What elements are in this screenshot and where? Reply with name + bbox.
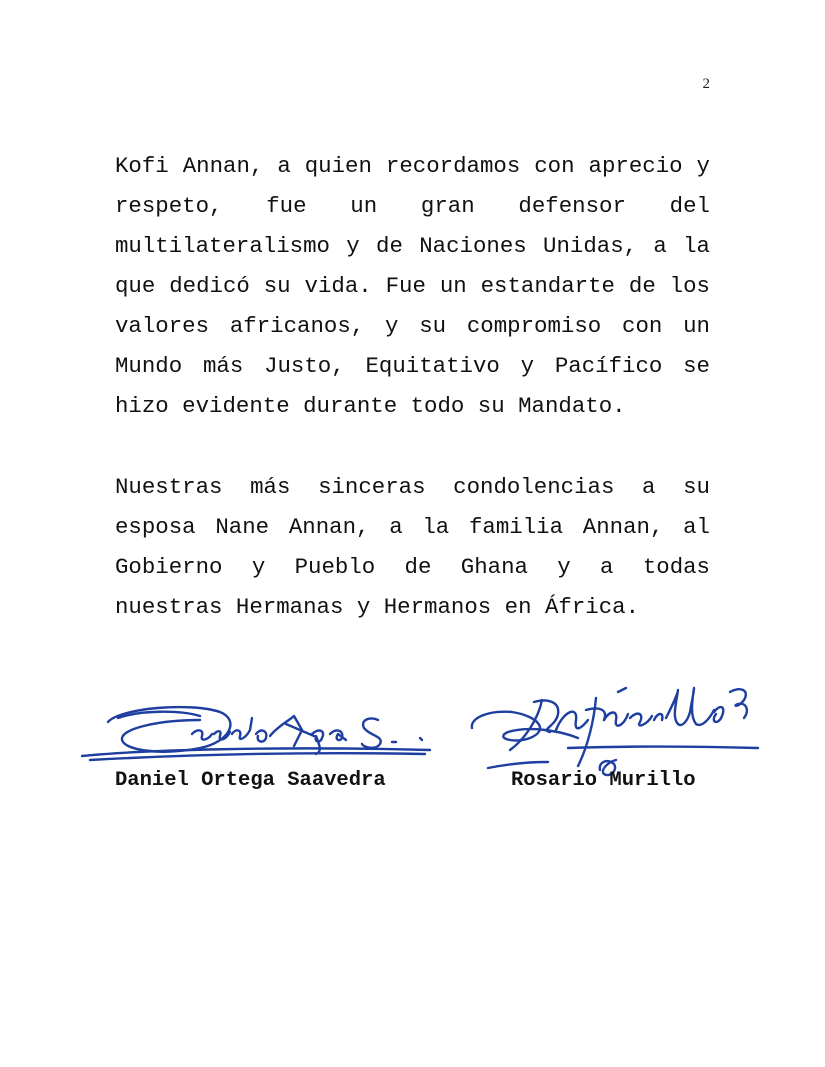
page-number: 2 [702, 76, 710, 92]
signer-name-murillo: Rosario Murillo [511, 769, 696, 792]
signer-name-ortega: Daniel Ortega Saavedra [115, 769, 386, 792]
body-paragraph-1: Kofi Annan, a quien recordamos con aprecio y respeto, fue un gran defensor del multilateralismo y de Naciones Unidas, a la que dedicó su vida. Fue un estandarte de los valores africanos, y su compromiso con un Mundo más Justo, Equitativo y Pacífico se hizo evidente durante todo su Mandato. [115, 153, 710, 419]
signature-ortega [80, 690, 440, 770]
body-paragraph-2: Nuestras más sinceras condolencias a su esposa Nane Annan, a la familia Annan, al Gobierno y Pueblo de Ghana y a todas nuestras Hermanas y Hermanos en África. [115, 474, 710, 620]
